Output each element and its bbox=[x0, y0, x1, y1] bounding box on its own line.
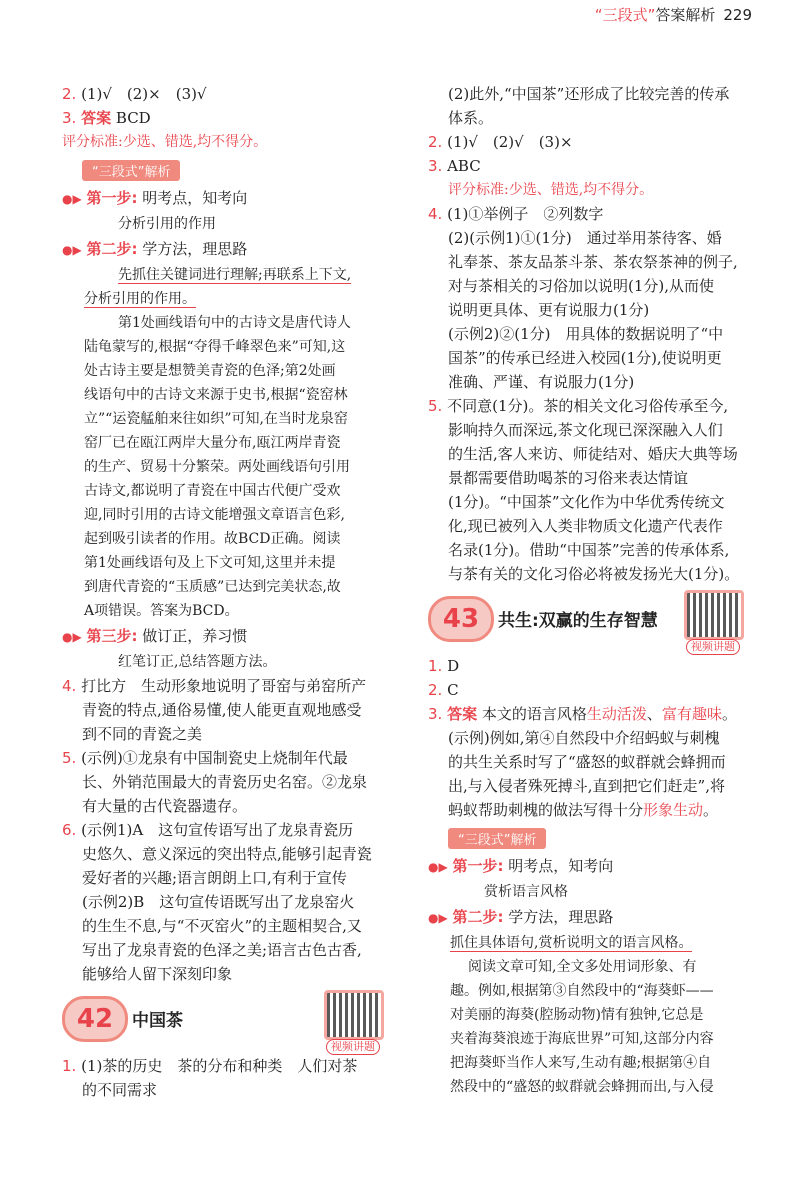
answer-2: 2. (1)√ (2)× (3)√ bbox=[62, 85, 207, 103]
step-marker-icon: ●▶ bbox=[428, 860, 448, 874]
section-title: 共生:双赢的生存智慧 bbox=[498, 611, 658, 631]
answer-3b: 3. 答案 本文的语言风格生动活泼、富有趣味。 (示例)例如,第④自然段中介绍蚂蚁与刺槐 的共生关系时写了“盛怒的蚁群就会蜂拥而 出,与入侵者殊死搏斗,直到把它们赶走”,将 蚂蚁帮助刺槐的做法写得十分形象生动。 bbox=[428, 705, 737, 819]
step-2-content: 抓住具体语句,赏析说明文的语言风格。 bbox=[450, 935, 693, 951]
right-column: (2)此外,“中国茶”还形成了比较完善的传承 体系。 2. (1)√ (2)√ (3)× 3. ABC 评分标准:少选、错选,均不得分。 4. (1)①举例子 ②列数字 (2)(示例1)①(1分) 通过举用茶待客、婚 礼奉茶、茶友品茶斗茶、茶农祭茶神的例子, 对与茶相关的习俗加以说明(1分),从而使 说明更具体、更有说服力(1分) (示例2)②(1分) 用具体的数据说明了“中 国茶”的传承已经进入校园(1分),使说明更 准确、严谨、有说服力(1分) 5. 不同意(1分)。茶的相关文化习俗传承至今, 影响持久而深远,茶文化现已深深融入人们 的生活,客人来访、师徒结对、婚庆大典等场 景都需要借助喝茶的习俗来表达情谊 (1分)。“中国茶”文化作为中华优秀传统文 化,现已被列入人类非物质文化遗产代表作 名录(1分)。借助“中国茶”完善的传承体系, 与茶有关的文化习俗必将被发扬光大(1分)。 43 共生:双赢的生存智慧 视频讲题 1. D 2. C 3. 答案 本文的语言风格生动活泼、富有趣味。 (示例)例如,第④自然段中介绍蚂蚁与刺槐 的共生关系时写了“盛怒的蚁群就会蜂拥而 出,与入侵者殊死搏斗,直到把它们赶走”,将 蚂蚁帮助刺槐的做法写得十分形象生动。 “三段式”解析 ●▶ 第一步: 明考点，知考向 赏析语言风格 ●▶ 第二步: 学方法，理思路 抓住具体语句,赏析说明文的语言风格。 阅读文章可知,全文多处用词形象、有 趣。例如,根据第③自然段中的“海葵虾—— 对美丽的海葵(腔肠动物)情有独钟,它总是 夹着海葵浪迹于海底世界”可知,这部分内容 把海葵虾当作人来写,生动有趣;根据第④自 然段中的“盛怒的蚁群就会蜂拥而出,与入侵 bbox=[428, 82, 764, 1099]
answer-3: 3. 答案 BCD bbox=[62, 109, 151, 127]
page-header bbox=[595, 4, 752, 25]
section-number: 42 bbox=[62, 996, 128, 1042]
step-2-line-2: 分析引用的作用。 bbox=[84, 291, 196, 307]
answer-3: 3. ABC bbox=[428, 157, 481, 175]
step-3-content: 红笔订正,总结答题方法。 bbox=[118, 654, 277, 670]
step-2-analysis: 第1处画线语句中的古诗文是唐代诗人 陆龟蒙写的,根据“夺得千峰翠色来”可知,这 处古诗主要是想赞美青瓷的色泽;第2处画 线语句中的古诗文来源于史书,根据“瓷窑林 立”“运瓷艋舶来往如织”可知,在当时龙泉窑 窑厂已在瓯江两岸大量分布,瓯江两岸青瓷 的生产、贸易十分繁荣。两处画线语句引用 古诗文,都说明了青瓷在中国古代便广受欢 迎,同时引用的古诗文能增强文章语言色彩, 起到吸引读者的作用。故BCD正确。阅读 第1处画线语句及上下文可知,这里并未提 到唐代青瓷的“玉质感”已达到完美状态,故 A项错误。答案为BCD。 bbox=[84, 315, 351, 619]
step-2-analysis: 阅读文章可知,全文多处用词形象、有 趣。例如,根据第③自然段中的“海葵虾—— 对美丽的海葵(腔肠动物)情有独钟,它总是 夹着海葵浪迹于海底世界”可知,这部分内容 把海葵虾当作人来写,生动有趣;根据第④自 然段中的“盛怒的蚁群就会蜂拥而出,与入侵 bbox=[450, 959, 714, 1095]
answer-1: 1. D bbox=[428, 657, 460, 675]
step-2: ●▶ 第二步: 学方法，理思路 bbox=[62, 240, 248, 258]
left-column bbox=[62, 82, 398, 1102]
step-marker-icon: ●▶ bbox=[428, 911, 448, 925]
qr-code-icon[interactable] bbox=[324, 990, 384, 1040]
header-label: 答案解析 bbox=[655, 6, 716, 24]
header-tag: “三段式” bbox=[594, 6, 656, 24]
three-step-badge: “三段式”解析 bbox=[448, 828, 546, 849]
step-marker-icon: ●▶ bbox=[62, 630, 82, 644]
answer-4: 4. 打比方 生动形象地说明了哥窑与弟窑所产 青瓷的特点,通俗易懂,使人能更直观地感受 到不同的青瓷之美 bbox=[62, 677, 367, 743]
answer-42-1: 1. (1)茶的历史 茶的分布和种类 人们对茶 的不同需求 bbox=[62, 1057, 358, 1099]
answer-6: 6. (示例1)A 这句宣传语写出了龙泉青瓷历 史悠久、意义深远的突出特点,能够引起青瓷 爱好者的兴趣;语言朗朗上口,有利于宣传 (示例2)B 这句宣传语既写出了龙泉窑火 的生生不息,与“不灭窑火”的主题相契合,又 写出了龙泉青瓷的色泽之美;语言古色古香, 能够给人留下深刻印象 bbox=[62, 821, 372, 983]
video-caption: 视频讲题 bbox=[686, 639, 740, 655]
section-42-header bbox=[62, 990, 398, 1053]
answer-2b: 2. C bbox=[428, 681, 459, 699]
step-2-line-1: 先抓住关键词进行理解;再联系上下文, bbox=[118, 267, 352, 283]
answer-2: 2. (1)√ (2)√ (3)× bbox=[428, 133, 573, 151]
step-2: ●▶ 第二步: 学方法，理思路 bbox=[428, 908, 614, 926]
page-number: 229 bbox=[723, 6, 752, 24]
step-marker-icon: ●▶ bbox=[62, 243, 82, 257]
step-1: ●▶ 第一步: 明考点，知考向 bbox=[62, 189, 248, 207]
section-title: 中国茶 bbox=[132, 1011, 183, 1031]
qr-code-icon[interactable] bbox=[684, 590, 744, 640]
three-step-badge: “三段式”解析 bbox=[82, 160, 180, 181]
answer-5: 5. (示例)①龙泉有中国制瓷史上烧制年代最 长、外销范围最大的青瓷历史名窑。②龙泉 有大量的古代瓷器遗存。 bbox=[62, 749, 368, 815]
video-caption: 视频讲题 bbox=[326, 1039, 380, 1055]
section-number: 43 bbox=[428, 596, 494, 642]
step-1-content: 分析引用的作用 bbox=[118, 216, 216, 232]
step-3: ●▶ 第三步: 做订正，养习惯 bbox=[62, 627, 248, 645]
answer-4: 4. (1)①举例子 ②列数字 (2)(示例1)①(1分) 通过举用茶待客、婚 礼奉茶、茶友品茶斗茶、茶农祭茶神的例子, 对与茶相关的习俗加以说明(1分),从而使 说明更具体、更有说服力(1分) (示例2)②(1分) 用具体的数据说明了“中 国茶”的传承已经进入校园(1分),使说明更 准确、严谨、有说服力(1分) bbox=[428, 205, 738, 391]
section-43-header bbox=[428, 590, 764, 653]
scoring-standard: 评分标准:少选、错选,均不得分。 bbox=[448, 182, 654, 198]
step-1-content: 赏析语言风格 bbox=[484, 884, 568, 900]
scoring-standard: 评分标准:少选、错选,均不得分。 bbox=[62, 134, 268, 150]
answer-5: 5. 不同意(1分)。茶的相关文化习俗传承至今, 影响持久而深远,茶文化现已深深融入人们 的生活,客人来访、师徒结对、婚庆大典等场 景都需要借助喝茶的习俗来表达情谊 (1分)。“中国茶”文化作为中华优秀传统文 化,现已被列入人类非物质文化遗产代表作 名录(1分)。借助“中国茶”完善的传承体系, 与茶有关的文化习俗必将被发扬光大(1分)。 bbox=[428, 397, 740, 583]
step-marker-icon: ●▶ bbox=[62, 192, 82, 206]
step-1: ●▶ 第一步: 明考点，知考向 bbox=[428, 857, 614, 875]
